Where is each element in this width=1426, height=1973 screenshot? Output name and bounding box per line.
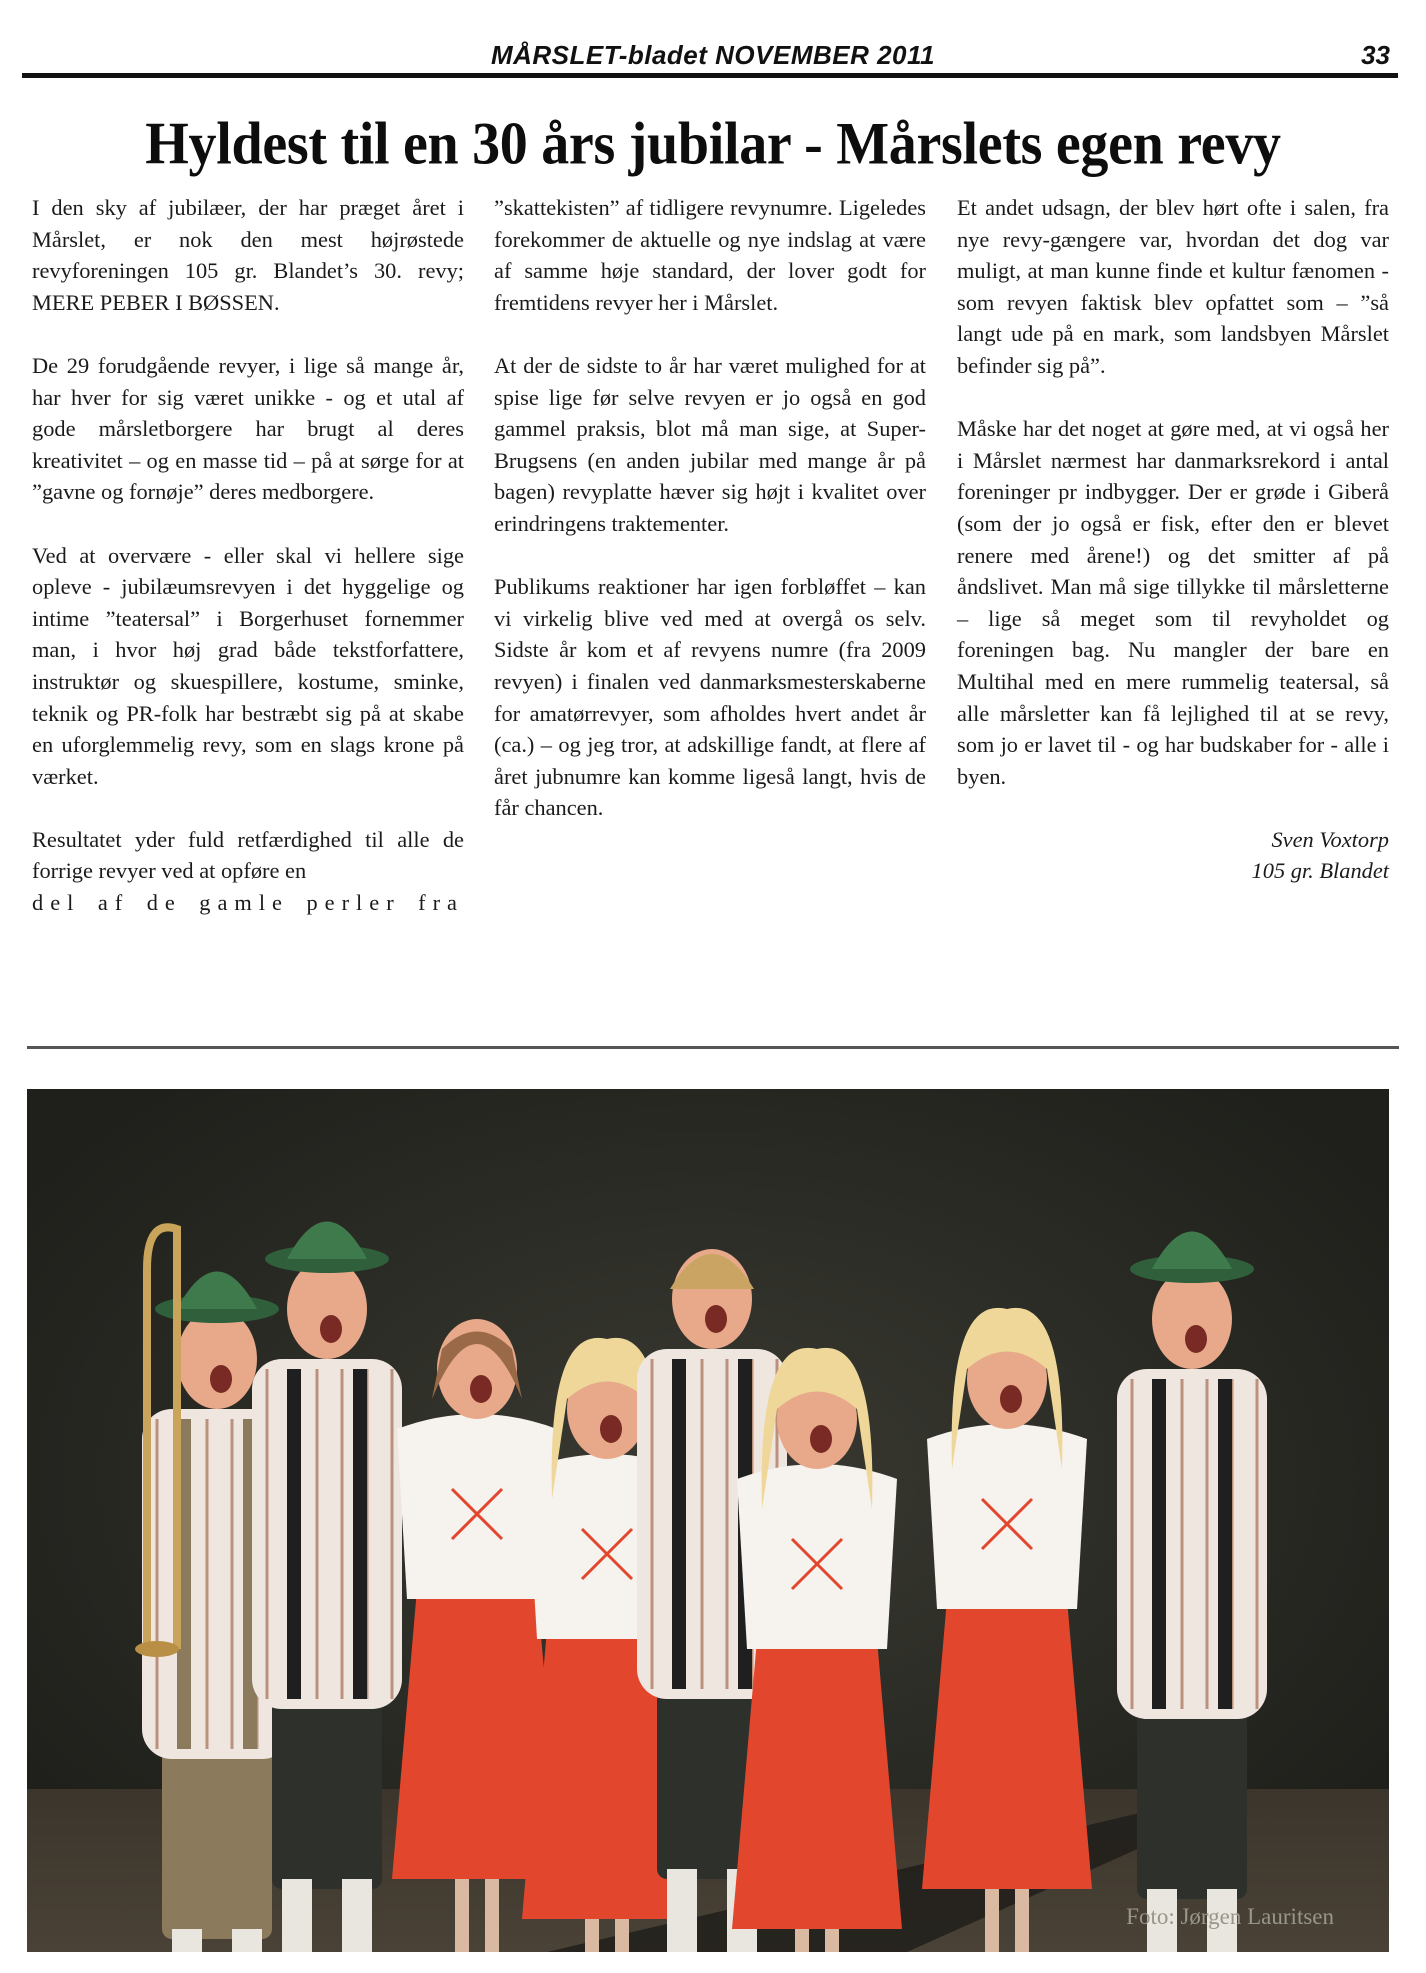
performer-woman-glasses-wig-blouse — [737, 1464, 897, 1649]
byline — [957, 824, 1389, 886]
article-headline: Hyldest til en 30 års jubilar - Mårslets egen revy — [145, 110, 1281, 178]
paragraph: At der de sidste to år har været mulighed for at spise lige før selve revyen er jo også en god gammel praksis, blot må man sige, at Super-Brugsens (en anden jubilar med mange år på bagen) revyplatte hæver sig højt i kvalitet over erindringens traktementer. — [494, 352, 926, 536]
article-column-1 — [32, 192, 464, 919]
paragraph: Måske har det noget at gøre med, at vi også her i Mårslet nærmest har danmarksrekord i antal foreninger pr indbygger. Der er grøde i Giberå (som der jo også er fisk, efter den er blevet renere med årene!) og det smitter af på åndslivet. Man må sige tillykke til mårsletterne – lige så meget som til revyholdet og foreningen bag. Nu mangler der bare en Multihal med en mere rummelig teatersal, så alle mårsletter kan få lejlighed til at se revy, som jo er lavet til - og har budskaber for - alle i byen. — [957, 416, 1389, 789]
performer-woman-blonde-braids-blouse — [927, 1424, 1087, 1609]
author-organization: 105 gr. Blandet — [1251, 857, 1389, 883]
performer-man-glasses-suspender-left — [287, 1369, 301, 1699]
performer-woman-braids-open-mouth — [470, 1375, 492, 1403]
performer-man-suspenders-open-mouth — [705, 1305, 727, 1333]
paragraph — [32, 824, 464, 919]
paragraph-text: Resultatet yder fuld retfærdighed til alle de forrige revyer ved at opføre en — [32, 826, 464, 884]
author-name: Sven Voxtorp — [1271, 826, 1389, 852]
performer-man-glasses-face — [287, 1259, 367, 1359]
paragraph: ”skattekisten” af tidligere revynumre. Ligeledes forekommer de aktuelle og nye indslag at være af samme høje standard, der lover godt for fremtidens revyer her i Mårslet. — [494, 195, 926, 315]
performer-man-glasses-checked-shirt — [252, 1359, 402, 1709]
performer-man-suspenders-suspender-left — [672, 1359, 686, 1689]
performer-trombonist-shorts — [162, 1749, 272, 1939]
performer-man-glasses-sock-right — [342, 1879, 372, 1952]
performers-photo — [27, 1089, 1389, 1952]
performer-trombonist-sock-left — [172, 1929, 202, 1952]
performer-woman-glasses-wig-open-mouth — [810, 1425, 832, 1453]
paragraph: Publikums reaktioner har igen forbløffet – kan vi virkelig blive ved med at overgå os selv. Sidste år kom et af revyens numre (fra 2009 revyen) i finalen ved danmarksmesterskaberne for amatørrevyer, som afholdes hvert andet år (ca.) – og jeg tror, at adskillige fandt, at flere af året jubnumre kan komme ligeså langt, hvis de får chancen. — [494, 574, 926, 821]
paragraph: De 29 forudgående revyer, i lige så mange år, har hver for sig været unikke - og et utal af gode mårsletborgere har brugt al deres kreativitet – og en masse tid – på at sørge for at ”gavne og fornøje” deres medborgere. — [32, 352, 464, 505]
performer-man-glasses-sock-left — [282, 1879, 312, 1952]
page-number: 33 — [1361, 40, 1390, 70]
article-column-3 — [957, 192, 1389, 886]
paragraph: Ved at overvære - eller skal vi hellere sige opleve - jubilæumsrevyen i det hyggelige og intime ”teatersal” i Borgerhuset fornemmer man, i hvor høj grad både tekstforfattere, instruktør og skuespillere, kostume, sminke, teknik og PR-folk har bestræbt sig på at skabe en uforglemmelig revy, som en slags krone på værket. — [32, 542, 464, 789]
performer-man-pointing-open-mouth — [1185, 1325, 1207, 1353]
publication-title: MÅRSLET-bladet NOVEMBER 2011 — [490, 40, 936, 70]
performer-woman-glasses-wig-skirt — [732, 1639, 902, 1929]
performer-man-pointing-checked-shirt — [1117, 1369, 1267, 1719]
paragraph: Et andet udsagn, der blev hørt ofte i salen, fra nye revy-gængere var, hvordan det dog var muligt, at man kunne finde et kultur fænomen - som revyen faktisk blev opfattet som – ”så langt ude på en mark, som landsbyen Mårslet befinder sig på”. — [957, 195, 1389, 378]
paragraph-last-line: del af de gamle perler fra — [32, 890, 464, 916]
paragraph: I den sky af jubilæer, der har præget året i Mårslet, er nok den mest højrøstede revyforeningen 105 gr. Blandet’s 30. revy; MERE PEBER I BØSSEN. — [32, 195, 464, 315]
performer-man-pointing-face — [1152, 1269, 1232, 1369]
performer-trombonist-sock-right — [232, 1929, 262, 1952]
performer-man-pointing-suspender-left — [1152, 1379, 1166, 1709]
trombone-bell — [135, 1641, 179, 1657]
performer-woman-blonde-braids-skirt — [922, 1599, 1092, 1889]
performer-man-glasses-open-mouth — [320, 1315, 342, 1343]
performer-woman-curly-wig-open-mouth — [600, 1415, 622, 1443]
performer-trombonist-open-mouth — [210, 1365, 232, 1393]
performer-man-pointing-suspender-right — [1218, 1379, 1232, 1709]
photo-illustration — [27, 1089, 1389, 1952]
performer-man-pointing-shorts — [1137, 1709, 1247, 1899]
performer-woman-blonde-braids-open-mouth — [1000, 1385, 1022, 1413]
performer-man-suspenders-sock-left — [667, 1869, 697, 1952]
section-divider — [27, 1046, 1399, 1049]
header-rule — [22, 73, 1398, 78]
article-column-2 — [494, 192, 926, 824]
performer-trombonist-face — [177, 1309, 257, 1409]
performer-man-glasses-suspender-right — [353, 1369, 367, 1699]
photo-credit: Foto: Jørgen Lauritsen — [1126, 1904, 1334, 1929]
performer-man-glasses-shorts — [272, 1699, 382, 1889]
